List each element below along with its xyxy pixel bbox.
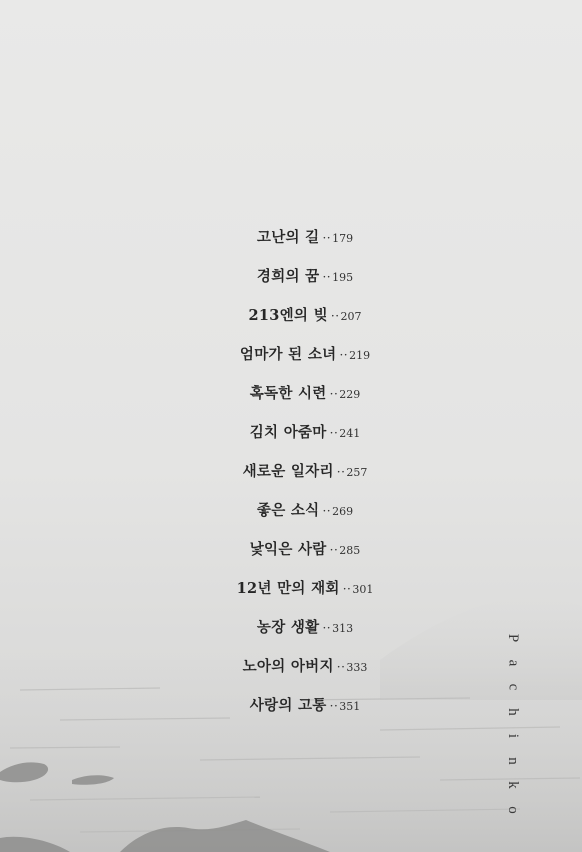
toc-entry-page: 313 <box>332 622 354 635</box>
toc-entry-page: 195 <box>332 271 354 284</box>
toc-entry-page: 207 <box>340 310 362 323</box>
title-letter: h <box>505 707 521 716</box>
toc-entry-title: 고난의 길 <box>256 229 320 246</box>
toc-entry-page: 285 <box>339 544 361 557</box>
toc-entry-page: 219 <box>349 349 371 362</box>
toc-entry-title: 농장 생활 <box>256 619 320 636</box>
toc-entry-title: 낯익은 사람 <box>249 541 327 558</box>
toc-entry-page: 229 <box>339 388 361 401</box>
toc-entry[interactable] <box>0 222 582 261</box>
toc-entry-title: 새로운 일자리 <box>242 463 334 480</box>
title-letter: i <box>504 733 521 739</box>
title-letter: c <box>504 683 521 691</box>
toc-entry-leader: ·· <box>342 582 352 596</box>
toc-entry-page: 179 <box>332 232 354 245</box>
vertical-book-title <box>503 628 523 824</box>
toc-entry-title: 12년 만의 재회 <box>236 580 340 597</box>
toc-entry-leader: ·· <box>339 348 349 362</box>
toc-entry[interactable] <box>0 612 582 651</box>
toc-entry[interactable] <box>0 417 582 456</box>
toc-entry-leader: ·· <box>336 465 346 479</box>
toc-entry-title: 혹독한 시련 <box>249 385 327 402</box>
toc-entry-leader: ·· <box>322 231 332 245</box>
toc-entry[interactable] <box>0 456 582 495</box>
title-letter: k <box>505 781 521 789</box>
toc-entry-title: 김치 아줌마 <box>249 424 327 441</box>
toc-entry-page: 301 <box>352 583 374 596</box>
title-letter: P <box>505 633 521 643</box>
title-letter: n <box>505 756 521 765</box>
toc-entry[interactable] <box>0 534 582 573</box>
toc-entry-leader: ·· <box>336 660 346 674</box>
toc-entry-title: 노아의 아버지 <box>242 658 334 675</box>
toc-entry-page: 333 <box>346 661 368 674</box>
toc-entry-page: 269 <box>332 505 354 518</box>
table-of-contents <box>0 222 582 729</box>
toc-entry[interactable] <box>0 300 582 339</box>
toc-entry-page: 241 <box>339 427 361 440</box>
toc-entry-leader: ·· <box>329 699 339 713</box>
toc-entry-title: 엄마가 된 소녀 <box>239 346 337 363</box>
toc-entry[interactable] <box>0 690 582 729</box>
title-letter: o <box>505 805 521 814</box>
toc-entry-title: 경희의 꿈 <box>256 268 320 285</box>
toc-entry-leader: ·· <box>329 387 339 401</box>
toc-entry-title: 좋은 소식 <box>256 502 320 519</box>
toc-entry[interactable] <box>0 261 582 300</box>
toc-entry-title: 213엔의 빚 <box>248 307 328 324</box>
toc-entry-page: 351 <box>339 700 361 713</box>
toc-entry[interactable] <box>0 339 582 378</box>
toc-entry-leader: ·· <box>329 426 339 440</box>
title-letter: a <box>504 659 521 666</box>
toc-entry[interactable] <box>0 651 582 690</box>
toc-entry-leader: ·· <box>330 309 340 323</box>
toc-entry[interactable] <box>0 495 582 534</box>
toc-entry[interactable] <box>0 573 582 612</box>
toc-entry-leader: ·· <box>322 621 332 635</box>
toc-entry-leader: ·· <box>322 270 332 284</box>
toc-entry-title: 사랑의 고통 <box>249 697 327 714</box>
toc-entry[interactable] <box>0 378 582 417</box>
toc-entry-page: 257 <box>346 466 368 479</box>
toc-entry-leader: ·· <box>322 504 332 518</box>
toc-entry-leader: ·· <box>329 543 339 557</box>
